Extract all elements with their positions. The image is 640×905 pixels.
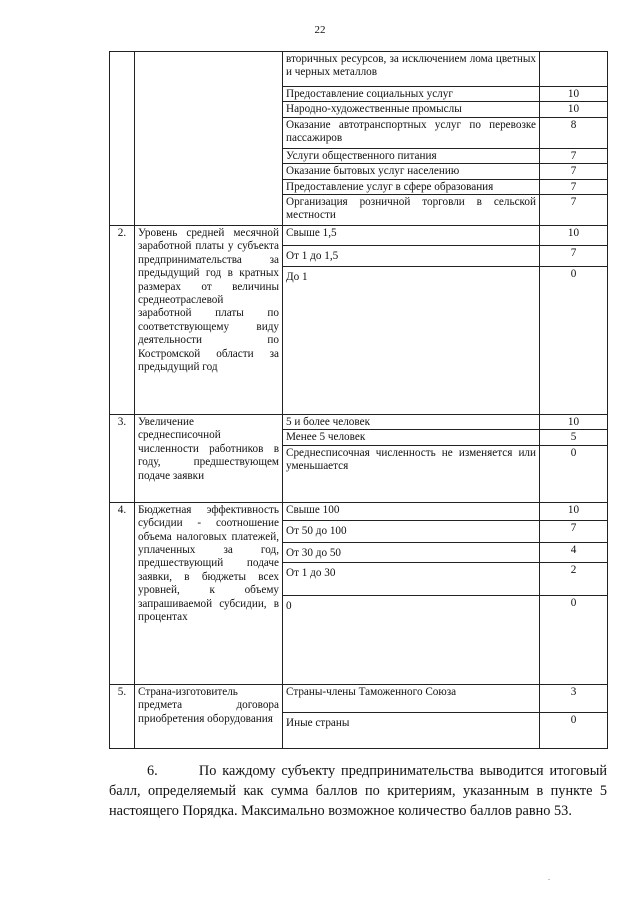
points-cell: 10 <box>540 87 608 102</box>
points-cell: 0 <box>540 712 608 748</box>
criterion-name: Бюджетная эффективность субсидии - соотношение объема налоговых платежей, уплаченных за год, предшествующий подаче заявки, в бюджеты всех уровней, к объему запрашиваемой субсидии, в процентах <box>135 502 283 684</box>
option-cell: Народно-художественные промыслы <box>283 102 540 117</box>
option-cell: От 1 до 1,5 <box>283 246 540 267</box>
points-cell: 3 <box>540 684 608 712</box>
criterion-number: 4. <box>110 502 135 684</box>
points-cell: 7 <box>540 195 608 226</box>
points-cell: 0 <box>540 445 608 502</box>
table-row <box>110 684 608 712</box>
option-cell: Предоставление услуг в сфере образования <box>283 179 540 194</box>
points-cell: 8 <box>540 117 608 148</box>
criterion-name: Страна-изготовитель предмета договора приобретения оборудования <box>135 684 283 748</box>
points-cell: 7 <box>540 246 608 267</box>
paragraph-text: По каждому субъекту предпринимательства выводится итоговый балл, определяемый как сумма баллов по критериям, указанным в пункте 5 настоящего Порядка. Максимально возможное количество баллов равно 53. <box>109 763 607 819</box>
criterion-name: Уровень средней месячной заработной платы у субъекта предпринимательства за предыдущий год в кратных размерах от величины среднеотраслевой заработной платы по соответствующему виду деятельности по Костромской области за предыдущий год <box>135 226 283 415</box>
table-row <box>110 502 608 520</box>
option-cell: От 50 до 100 <box>283 520 540 542</box>
points-cell: 0 <box>540 267 608 415</box>
option-cell: Страны-члены Таможенного Союза <box>283 684 540 712</box>
option-cell: Иные страны <box>283 712 540 748</box>
option-cell: Менее 5 человек <box>283 430 540 445</box>
option-cell: От 30 до 50 <box>283 542 540 562</box>
option-cell: вторичных ресурсов, за исключением лома цветных и черных металлов <box>283 52 540 87</box>
points-cell: 2 <box>540 562 608 595</box>
points-cell: 7 <box>540 164 608 179</box>
points-cell: 10 <box>540 226 608 246</box>
criterion-name-cell <box>135 52 283 226</box>
points-cell: 5 <box>540 430 608 445</box>
criteria-table <box>109 51 608 749</box>
points-cell: 7 <box>540 179 608 194</box>
points-cell: 10 <box>540 415 608 430</box>
points-cell: 7 <box>540 520 608 542</box>
paragraph-number: 6. <box>147 763 158 779</box>
option-cell: Свыше 100 <box>283 502 540 520</box>
table-row <box>110 226 608 246</box>
option-cell: Организация розничной торговли в сельской местности <box>283 195 540 226</box>
table-row <box>110 52 608 87</box>
points-cell: 0 <box>540 595 608 684</box>
option-cell: До 1 <box>283 267 540 415</box>
points-cell: 10 <box>540 102 608 117</box>
points-cell: 7 <box>540 148 608 163</box>
option-cell: Предоставление социальных услуг <box>283 87 540 102</box>
paragraph-6 <box>109 761 607 821</box>
option-cell: Среднесписочная численность не изменяется или уменьшается <box>283 445 540 502</box>
table-row <box>110 415 608 430</box>
option-cell: 0 <box>283 595 540 684</box>
points-cell <box>540 52 608 87</box>
points-cell: 10 <box>540 502 608 520</box>
criterion-name: Увеличение среднесписочной численности работников в году, предшествующем подаче заявки <box>135 415 283 503</box>
option-cell: Оказание бытовых услуг населению <box>283 164 540 179</box>
corner-mark: . <box>548 873 550 882</box>
option-cell: От 1 до 30 <box>283 562 540 595</box>
criterion-number: 3. <box>110 415 135 503</box>
criterion-number-cell <box>110 52 135 226</box>
points-cell: 4 <box>540 542 608 562</box>
page-number: 22 <box>314 24 326 36</box>
option-cell: Свыше 1,5 <box>283 226 540 246</box>
option-cell: Услуги общественного питания <box>283 148 540 163</box>
criterion-number: 5. <box>110 684 135 748</box>
criterion-number: 2. <box>110 226 135 415</box>
option-cell: Оказание автотранспортных услуг по перевозке пассажиров <box>283 117 540 148</box>
option-cell: 5 и более человек <box>283 415 540 430</box>
